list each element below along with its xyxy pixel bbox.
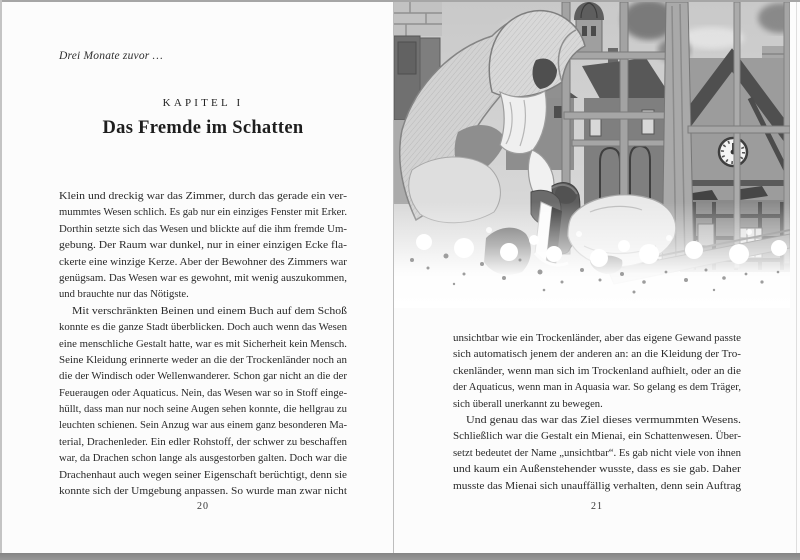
text-line: Seine Kleidung erinnerte weder an die der Trockenländer noch an bbox=[59, 354, 347, 366]
text-line: Feueraugen oder Aquaticus. Nein, das Wesen war so in Stoff einge- bbox=[59, 387, 347, 399]
text-line: Drachenhaut auch wegen seiner Eigenschaft berüchtigt, denn sie bbox=[59, 469, 347, 481]
text-line: genügsam. Das Wesen war es gewohnt, mit wenig auszukommen, bbox=[59, 272, 347, 284]
text-line: und brauchte nur das Nötigste. bbox=[59, 289, 189, 301]
text-line: war, da Drachen schon lange als ausgestorben galten. Doch war die bbox=[59, 453, 347, 465]
text-line: konnte es die ganze Stadt überblicken. Doch auch wenn das Wesen bbox=[59, 322, 347, 334]
spread-right-edge bbox=[796, 2, 797, 553]
clock bbox=[719, 138, 747, 166]
text-line: sich überall unerkannt zu bewegen. bbox=[453, 398, 603, 410]
text-line: hüllt, dass man nur noch seine Augen sehen konnte, die hellgrau zu bbox=[59, 404, 347, 416]
text-line: terial, Drachenleder. Ein edler Rohstoff, der schwer zu beschaffen bbox=[59, 436, 347, 448]
text-line: gebung. Der Raum war dunkel, nur in einer einzigen Ecke fla- bbox=[59, 240, 347, 252]
text-line: die der Windisch oder Wellenwanderer. Schon gar nicht an die der bbox=[59, 371, 347, 383]
text-line: Schließlich war die Gestalt ein Mienai, ein Schattenwesen. Über- bbox=[453, 431, 741, 443]
text-line: leuchten schienen. Sein Anzug war aus einem ganz besonderen Ma- bbox=[59, 420, 347, 432]
text-line: Und genau das war das Ziel dieses vermummten Wesens. bbox=[466, 414, 741, 426]
left-page-text bbox=[59, 189, 347, 500]
page-number-left: 20 bbox=[197, 501, 209, 512]
text-line: unsichtbar wie ein Trockenländer, aber das eigene Gewand passte bbox=[453, 333, 741, 344]
text-line: und kaum ein Außenstehender wusste, dass es sie gab. Daher bbox=[453, 464, 741, 476]
text-line: ckerte eine winzige Kerze. Aber der Bewohner des Zimmers war bbox=[59, 256, 347, 268]
text-line: der Aquaticus, wenn man in Aquasia war. So gelang es dem Träger, bbox=[453, 382, 741, 394]
text-line: mummtes Wesen schlich. Es gab nur ein einziges Fenster mit Erker. bbox=[59, 207, 347, 219]
bottom-fade bbox=[394, 202, 790, 308]
text-line: ckenländer, wenn man sich im Trockenland aufhielt, oder an die bbox=[453, 365, 741, 377]
text-line: Mit verschränkten Beinen und einem Buch auf dem Schoß bbox=[72, 305, 347, 317]
text-line: konnte sich der Umgebung anpassen. So wurde man zwar nicht bbox=[59, 486, 347, 498]
paragraph bbox=[453, 413, 741, 495]
chapter-illustration bbox=[394, 2, 790, 308]
text-line: musste das Mienai sich unauffällig verhalten, denn sein Auftrag bbox=[453, 480, 741, 492]
text-line: Klein und dreckig war das Zimmer, durch das gerade ein ver- bbox=[59, 191, 347, 202]
chapter-label: KAPITEL I bbox=[162, 97, 244, 109]
running-head: Drei Monate zuvor … bbox=[59, 50, 163, 62]
text-line: sich automatisch jenem der anderen an: an die Kleidung der Tro- bbox=[453, 349, 741, 361]
paragraph bbox=[453, 331, 741, 413]
right-page-text bbox=[453, 331, 741, 495]
text-line: Dorthin setzte sich das Wesen und blickte auf die ihm fremde Um- bbox=[59, 223, 347, 235]
chapter-title: Das Fremde im Schatten bbox=[102, 118, 304, 138]
text-line: setzt bedeutet der Name „unsichtbar“. Es gab nicht viele von ihnen bbox=[453, 447, 741, 459]
paragraph bbox=[59, 304, 347, 501]
spread-bottom-edge bbox=[0, 553, 800, 560]
paragraph bbox=[59, 189, 347, 304]
page-number-right: 21 bbox=[591, 501, 603, 512]
chapter-illustration-svg bbox=[394, 2, 790, 308]
text-line: eine menschliche Gestalt hatte, war es mit Sicherheit kein Mensch. bbox=[59, 338, 347, 350]
spread-left-edge bbox=[0, 0, 2, 560]
